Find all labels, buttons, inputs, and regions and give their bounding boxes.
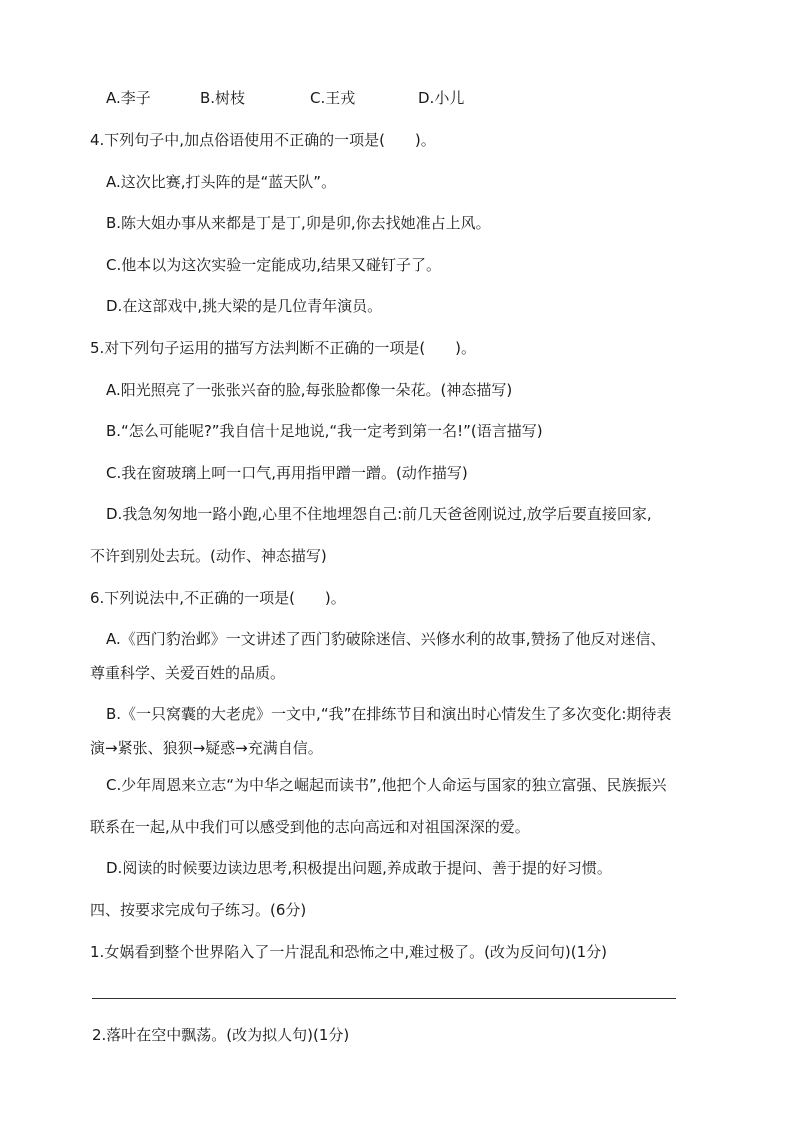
question-5-option-d-cont: 不许到别处去玩。(动作、神态描写): [90, 547, 327, 565]
option-b: B.树枝: [200, 89, 246, 107]
option-a: A.李子: [106, 89, 151, 107]
question-6-option-d: D.阅读的时候要边读边思考,积极提出问题,养成敢于提问、善于提的好习惯。: [106, 859, 612, 877]
question-4-option-a: A.这次比赛,打头阵的是“蓝天队”。: [106, 173, 337, 191]
option-d: D.小儿: [418, 89, 465, 107]
question-4-option-c: C.他本以为这次实验一定能成功,结果又碰钉子了。: [106, 256, 442, 274]
section-4-heading: 四、按要求完成句子练习。(6分): [90, 901, 307, 919]
question-6-stem: 6.下列说法中,不正确的一项是( )。: [90, 589, 346, 607]
question-6-option-b-cont: 演→紧张、狼狈→疑惑→充满自信。: [90, 739, 323, 757]
question-6-option-c-cont: 联系在一起,从中我们可以感受到他的志向高远和对祖国深深的爱。: [90, 818, 530, 836]
question-5-option-c: C.我在窗玻璃上呵一口气,再用指甲蹭一蹭。(动作描写): [106, 464, 468, 482]
answer-options-row: [106, 88, 526, 108]
exercise-2-prompt: 2.落叶在空中飘荡。(改为拟人句)(1分): [92, 1026, 350, 1044]
question-5-option-a: A.阳光照亮了一张张兴奋的脸,每张脸都像一朵花。(神态描写): [106, 381, 513, 399]
question-6-option-a: A.《西门豹治邺》一文讲述了西门豹破除迷信、兴修水利的故事,赞扬了他反对迷信、: [106, 630, 666, 648]
option-c: C.王戎: [310, 89, 356, 107]
question-5-option-b: B.“怎么可能呢?”我自信十足地说,“我一定考到第一名!”(语言描写): [106, 422, 543, 440]
question-4-stem: 4.下列句子中,加点俗语使用不正确的一项是( )。: [90, 131, 436, 149]
question-4-option-d: D.在这部戏中,挑大梁的是几位青年演员。: [106, 297, 383, 315]
question-5-option-d: D.我急匆匆地一路小跑,心里不住地埋怨自己:前几天爸爸刚说过,放学后要直接回家,: [106, 505, 652, 523]
question-6-option-c: C.少年周恩来立志“为中华之崛起而读书”,他把个人命运与国家的独立富强、民族振兴: [106, 776, 667, 794]
question-4-option-b: B.陈大姐办事从来都是丁是丁,卯是卯,你去找她准占上风。: [106, 214, 491, 232]
answer-line: [92, 998, 676, 999]
exercise-1-prompt: 1.女娲看到整个世界陷入了一片混乱和恐怖之中,难过极了。(改为反问句)(1分): [90, 943, 608, 961]
question-6-option-a-cont: 尊重科学、关爱百姓的品质。: [90, 664, 286, 682]
question-6-option-b: B.《一只窝囊的大老虎》一文中,“我”在排练节目和演出时心情发生了多次变化:期待表: [106, 705, 672, 723]
question-5-stem: 5.对下列句子运用的描写方法判断不正确的一项是( )。: [90, 339, 477, 357]
